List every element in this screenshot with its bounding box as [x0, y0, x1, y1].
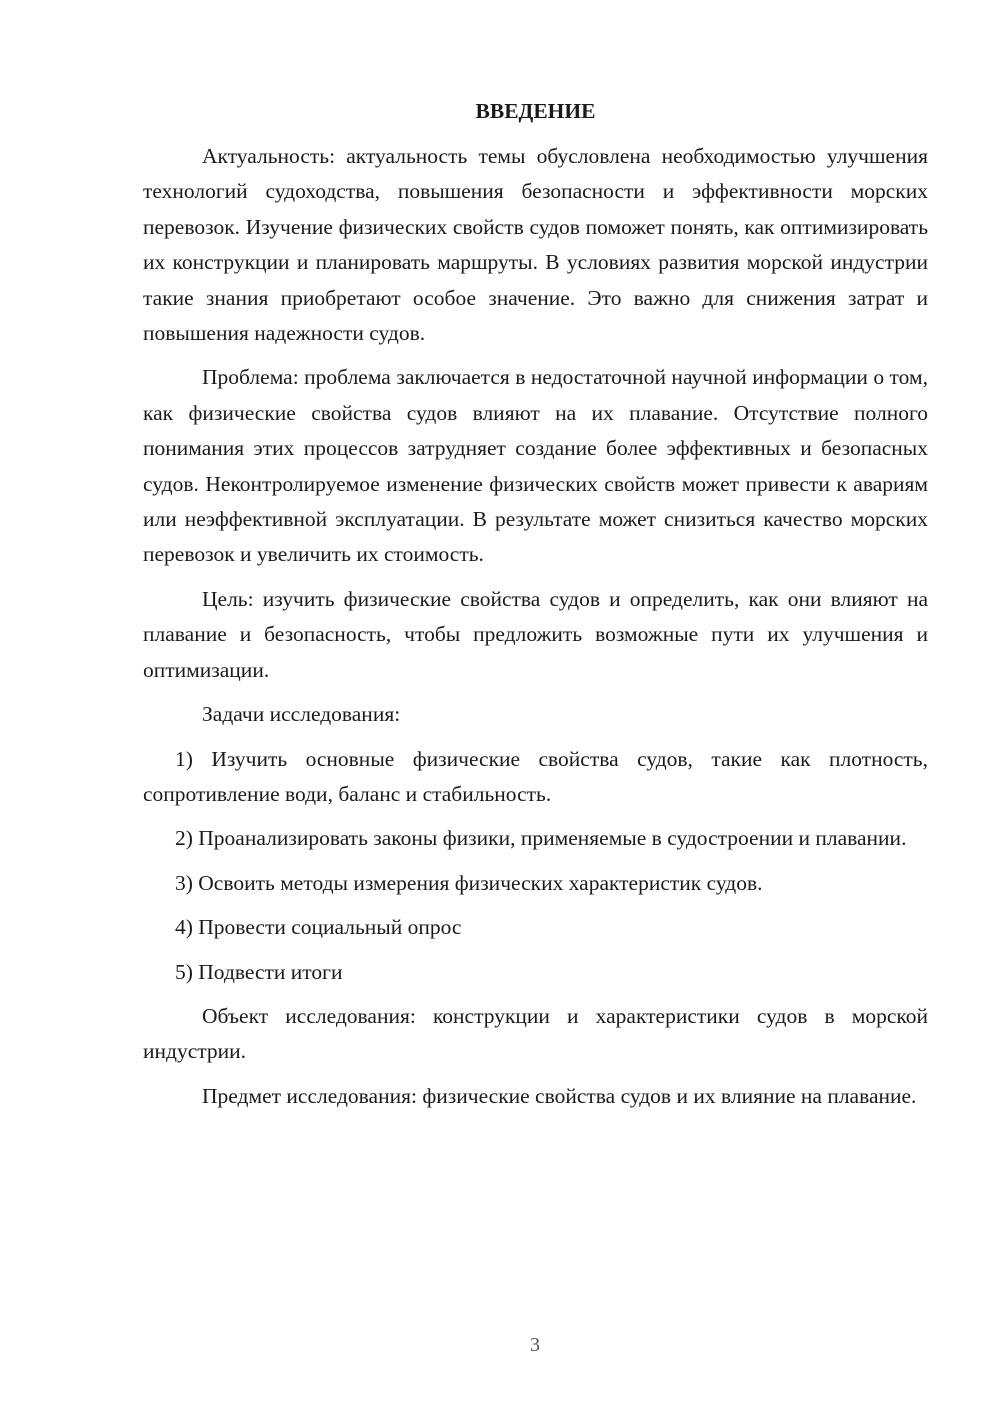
task-item-4: 4) Провести социальный опрос [175, 915, 462, 940]
subject-paragraph: Предмет исследования: физические свойства судов и их влияние на плавание. [202, 1083, 917, 1108]
tasks-heading: Задачи исследования: [202, 702, 401, 727]
problem-paragraph: Проблема: проблема заключается в недостаточной научной информации о том, как физические свойства судов влияют на их плавание. Отсутствие полного понимания этих процессов затрудняет создание более эффективных и безопасных судов. Неконтролируемое изменение физических свойств может привести к авариям или неэффективной эксплуатации. В результате может снизиться качество морских перевозок и увеличить их стоимость. [143, 365, 928, 567]
document-page [143, 93, 928, 1123]
task-item-2: 2) Проанализировать законы физики, применяемые в судостроении и плавании. [175, 826, 907, 851]
task-item-5: 5) Подвести итоги [175, 959, 343, 984]
section-title: ВВЕДЕНИЕ [475, 99, 596, 123]
goal-paragraph: Цель: изучить физические свойства судов и определить, как они влияют на плавание и безопасность, чтобы предложить возможные пути их улучшения и оптимизации. [143, 586, 928, 682]
relevance-paragraph: Актуальность: актуальность темы обусловлена необходимостью улучшения технологий судоходства, повышения безопасности и эффективности морских перевозок. Изучение физических свойств судов поможет понять, как оптимизировать их конструкции и планировать маршруты. В условиях развития морской индустрии такие знания приобретают особое значение. Это важно для снижения затрат и повышения надежности судов. [143, 144, 928, 346]
object-paragraph: Объект исследования: конструкции и характеристики судов в морской индустрии. [143, 1003, 928, 1064]
task-item-1: 1) Изучить основные физические свойства судов, такие как плотность, сопротивление води, баланс и стабильность. [143, 746, 928, 806]
page-number: 3 [530, 1334, 540, 1356]
task-item-3: 3) Освоить методы измерения физических характеристик судов. [175, 870, 763, 895]
